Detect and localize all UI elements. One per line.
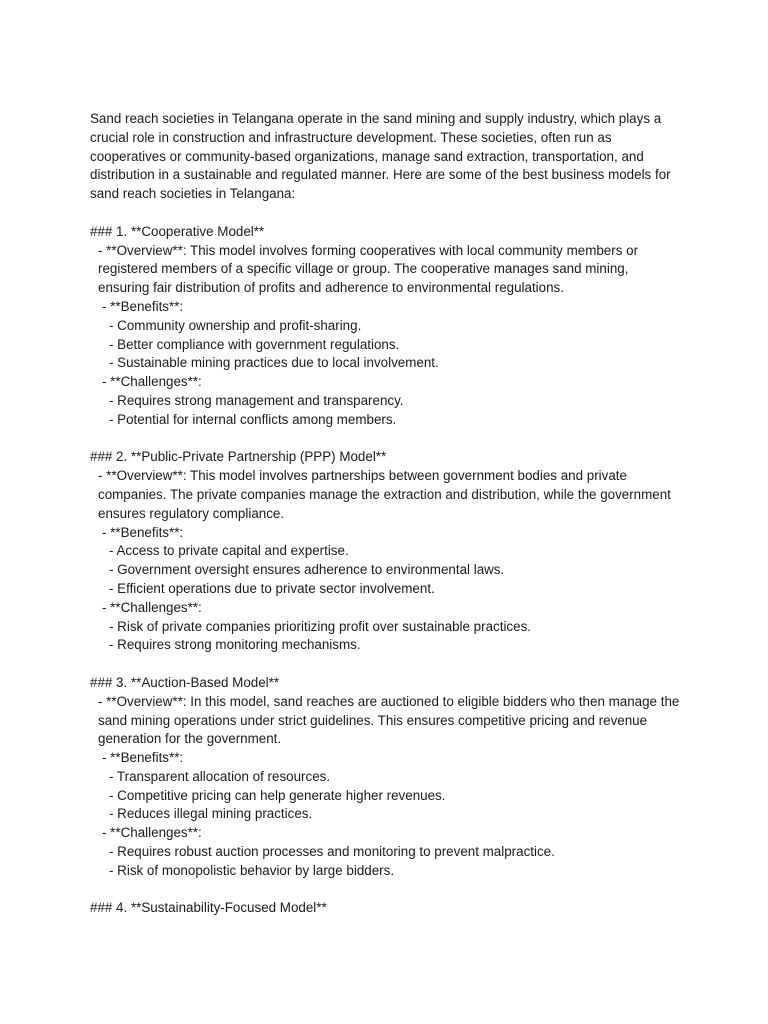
spacer xyxy=(90,655,680,674)
benefits-label: - **Benefits**: xyxy=(102,750,184,766)
spacer xyxy=(90,204,680,223)
spacer xyxy=(90,881,680,900)
benefits-label: - **Benefits**: xyxy=(102,298,184,314)
section-heading: ### 1. **Cooperative Model** xyxy=(90,223,265,239)
section-auction-model xyxy=(90,674,684,881)
benefit-item: - Transparent allocation of resources. xyxy=(109,768,331,784)
challenge-item: - Risk of private companies prioritizing profit over sustainable practices. xyxy=(109,618,531,634)
section-overview: - **Overview**: This model involves forming cooperatives with local community members or registered members of a specific village or group. The cooperative manages sand mining, ensuring fair distribution of profits and adherence to environmental regulations. xyxy=(98,242,642,296)
challenge-item: - Requires strong monitoring mechanisms. xyxy=(109,637,361,653)
benefit-item: - Community ownership and profit-sharing. xyxy=(109,317,362,333)
challenges-label: - **Challenges**: xyxy=(102,599,202,615)
document-body xyxy=(90,110,684,918)
benefit-item: - Government oversight ensures adherence to environmental laws. xyxy=(109,562,505,578)
benefit-item: - Reduces illegal mining practices. xyxy=(109,806,313,822)
challenge-item: - Requires strong management and transparency. xyxy=(109,392,404,408)
benefit-item: - Competitive pricing can help generate higher revenues. xyxy=(109,787,446,803)
section-ppp-model xyxy=(90,448,680,655)
section-heading: ### 3. **Auction-Based Model** xyxy=(90,674,280,690)
benefit-item: - Efficient operations due to private sector involvement. xyxy=(109,580,435,596)
challenges-label: - **Challenges**: xyxy=(102,374,202,390)
section-overview: - **Overview**: In this model, sand reaches are auctioned to eligible bidders who then manage the sand mining operations under strict guidelines. This ensures competitive pricing and revenue generation for the government. xyxy=(98,693,684,747)
spacer xyxy=(90,430,680,449)
intro-paragraph: Sand reach societies in Telangana operate in the sand mining and supply industry, which plays a crucial role in construction and infrastructure development. These societies, often run as cooperatives or community-based organizations, manage sand extraction, transportation, and distribution in a sustainable and regulated manner. Here are some of the best business models for sand reach societies in Telangana: xyxy=(90,111,671,202)
benefit-item: - Better compliance with government regulations. xyxy=(109,336,400,352)
section-cooperative-model xyxy=(90,223,680,430)
challenges-label: - **Challenges**: xyxy=(102,825,202,841)
benefit-item: - Sustainable mining practices due to local involvement. xyxy=(109,355,439,371)
challenge-item: - Risk of monopolistic behavior by large bidders. xyxy=(109,862,395,878)
section-heading: ### 2. **Public-Private Partnership (PPP) Model** xyxy=(90,449,387,465)
benefit-item: - Access to private capital and expertise. xyxy=(109,543,349,559)
section-heading: ### 4. **Sustainability-Focused Model** xyxy=(90,900,327,916)
challenge-item: - Potential for internal conflicts among members. xyxy=(109,411,397,427)
section-overview: - **Overview**: This model involves partnerships between government bodies and private companies. The private companies manage the extraction and distribution, while the government ensures regulatory compliance. xyxy=(98,468,675,521)
challenge-item: - Requires robust auction processes and monitoring to prevent malpractice. xyxy=(109,844,555,860)
benefits-label: - **Benefits**: xyxy=(102,524,184,540)
